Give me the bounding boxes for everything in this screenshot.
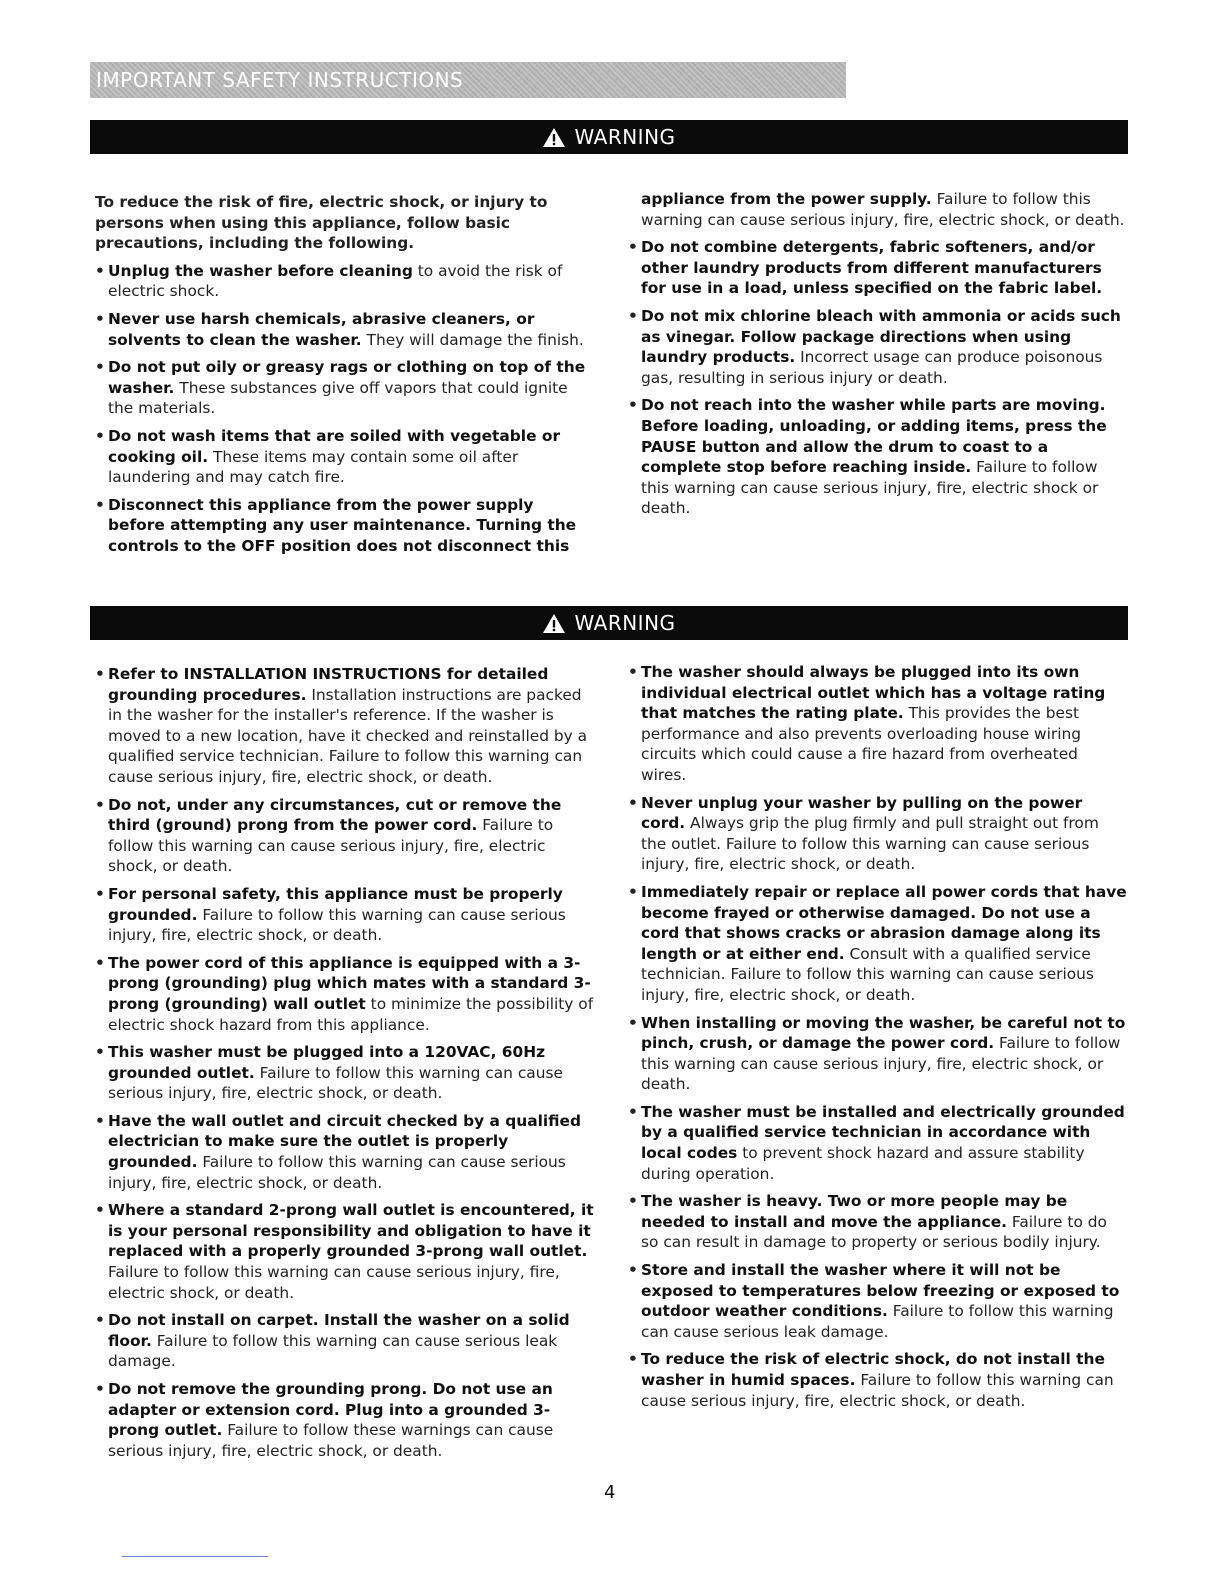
bullet-icon: • (95, 884, 105, 903)
bullet-icon: • (95, 358, 105, 377)
bullet-icon: • (95, 495, 105, 514)
item-text: Failure to follow this warning can cause serious injury, fire, electric shock, or death. (108, 1063, 563, 1103)
warning-label: WARNING (574, 125, 676, 149)
item-bold: The washer is heavy. Two or more people may be needed to install and move the appliance. (641, 1192, 1068, 1231)
item-text: Consult with a qualified service technician. Failure to follow this warning can cause serious injury, fire, electric shock, or death. (641, 944, 1094, 1004)
item-text: Failure to follow this warning can cause serious injury, fire, electric shock, or death. (108, 816, 554, 876)
safety-item (95, 664, 595, 788)
item-text: Installation instructions are packed in the washer for the installer's reference. If the washer is moved to a new location, have it checked and reinstalled by a qualified service technician. Failure to follow this warning can cause serious injury, fire, electric shock, or death. (108, 685, 588, 786)
item-bold: Do not remove the grounding prong. Do not use an adapter or extension cord. Plug into a grounded 3-prong outlet. (108, 1380, 553, 1440)
safety-item (95, 884, 595, 946)
item-text: This provides the best performance and also prevents overloading house wiring circuits which could cause a fire hazard from overheated wires. (641, 704, 1082, 784)
item-bold: Have the wall outlet and circuit checked by a qualified electrician to make sure the outlet is properly grounded. (108, 1111, 582, 1172)
item-bold: Do not wash items that are soiled with vegetable or cooking oil. (108, 426, 561, 466)
item-text: Failure to follow this warning can cause serious injury, fire, electric shock, or death. (108, 905, 566, 945)
footer-rule (122, 1556, 268, 1557)
page-number: 4 (604, 1482, 616, 1503)
safety-item (628, 662, 1128, 786)
safety-item (95, 357, 593, 419)
bullet-icon: • (95, 665, 105, 683)
item-bold: Do not mix chlorine bleach with ammonia or acids such as vinegar. Follow package directions when using laundry products. (641, 306, 1121, 367)
item-text: Failure to follow this warning can cause serious injury, fire, electric shock, or death. (108, 1263, 560, 1302)
item-text: Failure to follow this warning can cause serious injury, fire, electric shock, or death. (641, 1034, 1121, 1094)
section-title: IMPORTANT SAFETY INSTRUCTIONS (96, 68, 464, 92)
bullet-icon: • (95, 426, 105, 445)
item-text: Incorrect usage can produce poisonous gas, resulting in serious injury or death. (641, 348, 1103, 387)
bullet-icon: • (628, 238, 638, 257)
continuation-paragraph (628, 189, 1128, 230)
safety-item (95, 1310, 595, 1372)
item-bold: Never unplug your washer by pulling on the power cord. (641, 793, 1083, 833)
safety-item (95, 953, 595, 1035)
safety-item (628, 1191, 1128, 1253)
safety-item (95, 1111, 595, 1193)
warning-banner-1 (90, 120, 1128, 154)
section2-right-column (628, 662, 1128, 1418)
bullet-icon: • (95, 1043, 105, 1062)
bullet-icon: • (95, 953, 105, 972)
item-bold: Do not put oily or greasy rags or clothing on top of the washer. (108, 358, 586, 397)
safety-item (628, 306, 1128, 388)
item-bold: Immediately repair or replace all power cords that have become frayed or otherwise damaged. Do not use a cord that shows cracks or abrasion damage along its length or at either end. (641, 882, 1127, 963)
item-text: to minimize the possibility of electric shock hazard from this appliance. (108, 994, 594, 1034)
warning-banner-2 (90, 606, 1128, 640)
item-bold: appliance from the power supply. (641, 190, 932, 208)
item-bold: This washer must be plugged into a 120VAC, 60Hz grounded outlet. (108, 1043, 546, 1082)
item-text: Failure to follow this warning can cause serious injury, fire, electric shock, or death. (641, 1371, 1114, 1410)
safety-item (95, 426, 593, 488)
safety-item (628, 1102, 1128, 1184)
bullet-icon: • (628, 882, 638, 901)
item-text: They will damage the finish. (361, 330, 584, 349)
section1-left-column (95, 192, 593, 564)
safety-item (95, 1200, 595, 1303)
section2-left-column (95, 664, 595, 1468)
safety-item (628, 395, 1128, 519)
item-bold: To reduce the risk of electric shock, do not install the washer in humid spaces. (641, 1350, 1105, 1389)
item-text: These substances give off vapors that could ignite the materials. (108, 378, 568, 418)
bullet-icon: • (95, 309, 105, 328)
safety-item (628, 793, 1128, 875)
item-text: These items may contain some oil after laundering and may catch fire. (108, 447, 519, 487)
bullet-icon: • (628, 1013, 638, 1032)
safety-item (95, 495, 593, 557)
bullet-icon: • (628, 1102, 638, 1121)
safety-item (628, 1349, 1128, 1411)
bullet-icon: • (95, 795, 105, 814)
item-bold: The washer must be installed and electrically grounded by a qualified service technician in accordance with local codes (641, 1102, 1125, 1163)
item-bold: Do not reach into the washer while parts are moving. Before loading, unloading, or adding items, press the PAUSE button and allow the drum to coast to a complete stop before reaching inside. (641, 396, 1107, 477)
item-bold: Disconnect this appliance from the power supply before attempting any user maintenance. Turning the controls to the OFF position does not disconnect this (108, 495, 577, 555)
item-text: Failure to follow this warning can cause serious leak damage. (108, 1331, 558, 1371)
bullet-icon: • (95, 1111, 105, 1130)
item-bold: Do not, under any circumstances, cut or remove the third (ground) prong from the power cord. (108, 795, 562, 835)
item-bold: For personal safety, this appliance must be properly grounded. (108, 884, 563, 924)
safety-item (628, 1260, 1128, 1342)
item-bold: Where a standard 2-prong wall outlet is encountered, it is your personal responsibility and obligation to have it replaced with a properly grounded 3-prong wall outlet. (108, 1201, 594, 1261)
bullet-icon: • (95, 1311, 105, 1330)
item-text: Always grip the plug firmly and pull straight out from the outlet. Failure to follow this warning can cause serious injury, fire, electric shock, or death. (641, 814, 1099, 874)
safety-item (628, 882, 1128, 1006)
safety-item (95, 261, 593, 302)
bullet-icon: • (95, 261, 105, 280)
section1-right-column (628, 189, 1128, 526)
warning-label: WARNING (574, 611, 676, 635)
safety-item (628, 1013, 1128, 1095)
safety-item (628, 237, 1128, 299)
bullet-icon: • (628, 1350, 638, 1369)
bullet-icon: • (95, 1380, 105, 1398)
item-text: Failure to follow these warnings can cause serious injury, fire, electric shock, or death. (108, 1421, 554, 1460)
item-text: Failure to follow this warning can cause serious injury, fire, electric shock or death. (641, 458, 1099, 518)
item-bold: Refer to INSTALLATION INSTRUCTIONS for detailed grounding procedures. (108, 665, 549, 704)
item-text: Failure to follow this warning can cause serious injury, fire, electric shock, or death. (108, 1153, 566, 1192)
item-bold: The power cord of this appliance is equipped with a 3-prong (grounding) plug which mates with a standard 3-prong (grounding) wall outlet (108, 953, 591, 1013)
safety-item (95, 1379, 595, 1461)
item-text: to prevent shock hazard and assure stability during operation. (641, 1144, 1085, 1183)
item-text: Failure to do so can result in damage to property or serious bodily injury. (641, 1212, 1107, 1252)
item-bold: Never use harsh chemicals, abrasive cleaners, or solvents to clean the washer. (108, 309, 535, 349)
bullet-icon: • (628, 396, 638, 415)
item-text: Failure to follow this warning can cause serious injury, fire, electric shock, or death. (641, 190, 1125, 229)
warning-intro: To reduce the risk of fire, electric shock, or injury to persons when using this appliance, follow basic precautions, including the following. (95, 193, 548, 253)
item-bold: Store and install the washer where it will not be exposed to temperatures below freezing or exposed to outdoor weather conditions. (641, 1261, 1120, 1321)
safety-item (95, 1042, 595, 1104)
item-bold: Do not combine detergents, fabric softeners, and/or other laundry products from different manufacturers for use in a load, unless specified on the fabric label. (641, 238, 1103, 298)
bullet-icon: • (628, 663, 638, 681)
section-header-bar (90, 62, 846, 98)
item-bold: Unplug the washer before cleaning (108, 261, 413, 280)
item-bold: Do not install on carpet. Install the washer on a solid floor. (108, 1311, 570, 1350)
item-text: Failure to follow this warning can cause serious leak damage. (641, 1302, 1114, 1341)
item-bold: When installing or moving the washer, be careful not to pinch, crush, or damage the power cord. (641, 1013, 1126, 1053)
bullet-icon: • (95, 1201, 105, 1220)
item-text: to avoid the risk of electric shock. (108, 261, 563, 301)
warning-triangle-icon (542, 613, 566, 634)
item-bold: The washer should always be plugged into its own individual electrical outlet which has a voltage rating that matches the rating plate. (641, 663, 1106, 723)
bullet-icon: • (628, 793, 638, 812)
warning-triangle-icon (542, 127, 566, 148)
bullet-icon: • (628, 1261, 638, 1280)
safety-item (95, 309, 593, 350)
bullet-icon: • (628, 306, 638, 325)
safety-item (95, 795, 595, 877)
bullet-icon: • (628, 1192, 638, 1211)
